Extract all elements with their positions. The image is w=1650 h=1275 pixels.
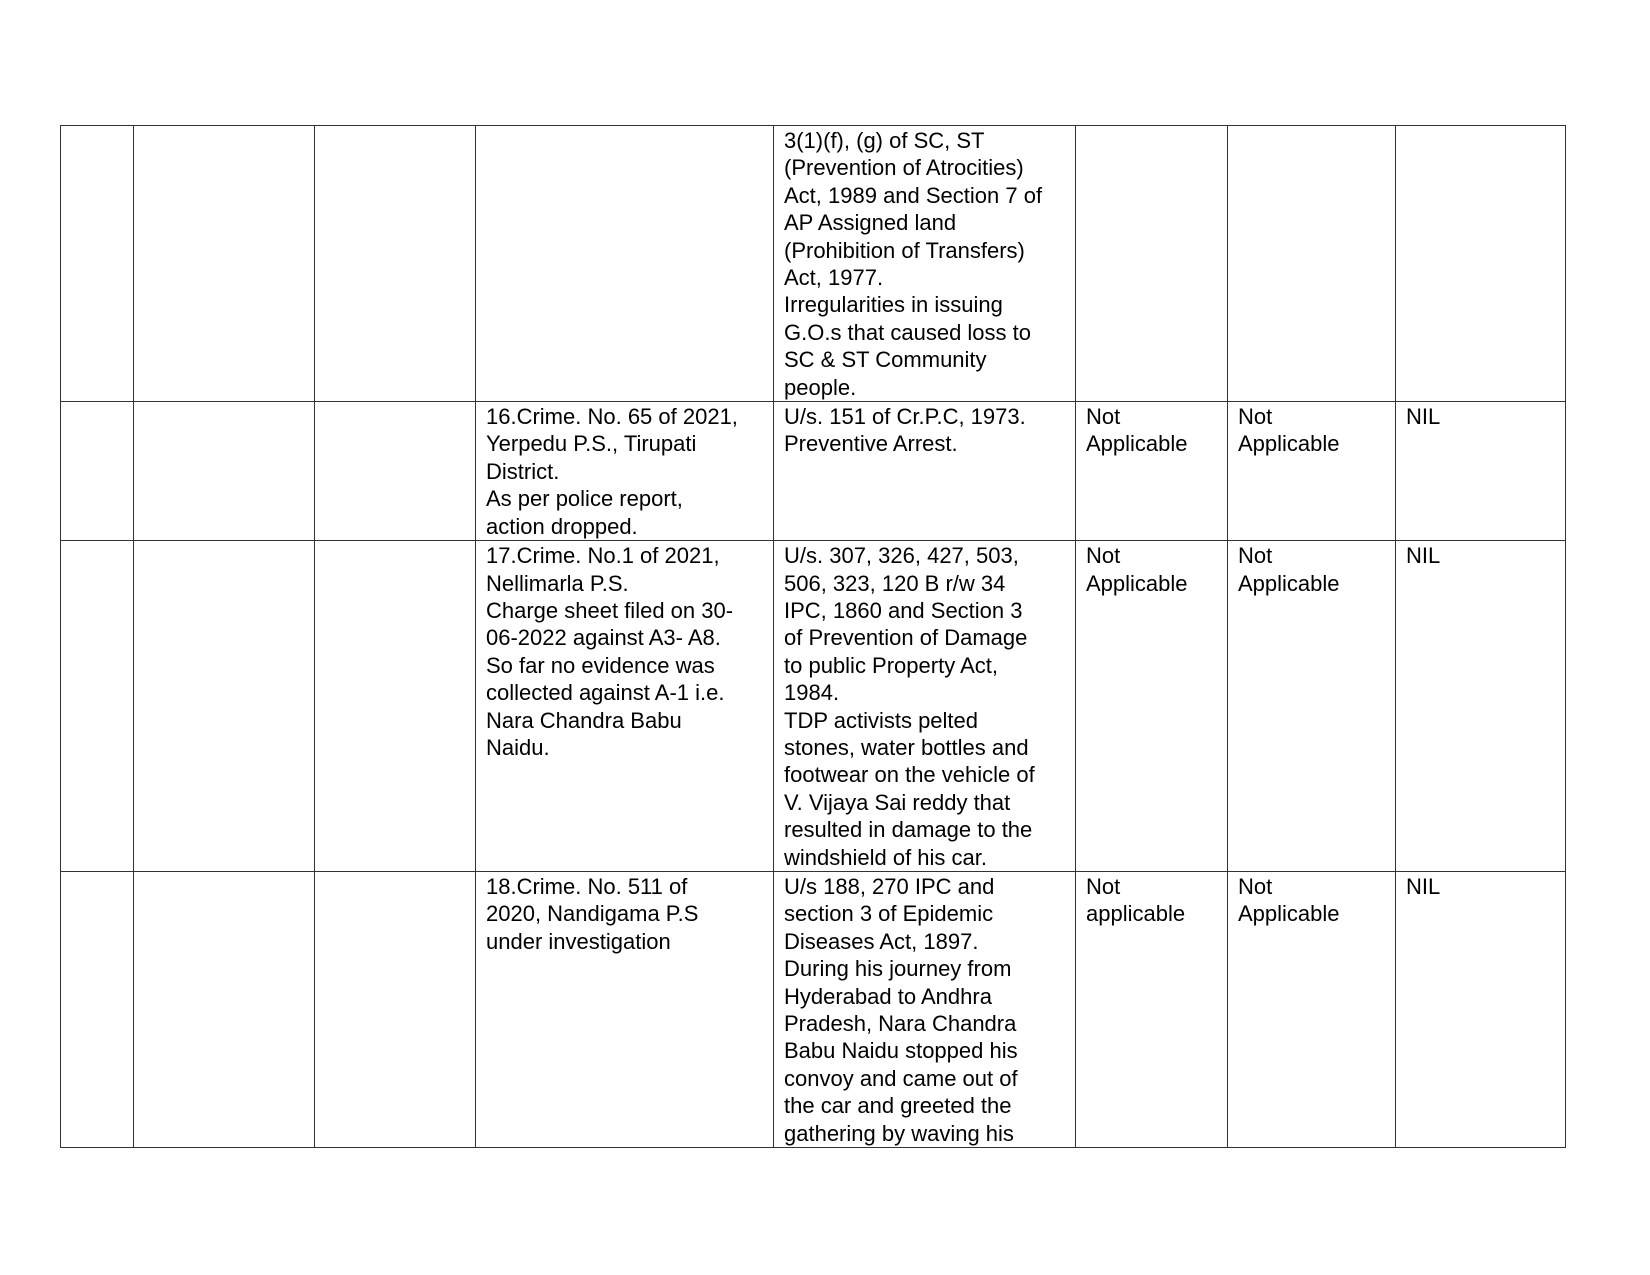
sections-description-cell: U/s. 307, 326, 427, 503, 506, 323, 120 B r/w 34 IPC, 1860 and Section 3 of Prevention of Damage to public Property Act, 1984. TDP activists pelted stones, water bottles and footwear on the vehicle of V. Vijaya Sai reddy that resulted in damage to the windshield of his car.	[774, 541, 1076, 872]
crime-number-cell: 18.Crime. No. 511 of 2020, Nandigama P.S under investigation	[476, 871, 774, 1147]
serial-number-cell	[61, 126, 134, 402]
details-cell	[315, 541, 476, 872]
status-cell-1	[1076, 126, 1228, 402]
name-cell	[134, 541, 315, 872]
name-cell	[134, 126, 315, 402]
details-cell	[315, 126, 476, 402]
status-cell-1: Not Applicable	[1076, 402, 1228, 541]
sections-description-cell: U/s 188, 270 IPC and section 3 of Epidemic Diseases Act, 1897. During his journey from Hyderabad to Andhra Pradesh, Nara Chandra Babu Naidu stopped his convoy and came out of the car and greeted the gathering by waving his	[774, 871, 1076, 1147]
status-cell-2: Not Applicable	[1228, 871, 1396, 1147]
serial-number-cell	[61, 871, 134, 1147]
table-row	[61, 126, 1566, 402]
remarks-cell: NIL	[1396, 871, 1566, 1147]
remarks-cell: NIL	[1396, 402, 1566, 541]
table-row	[61, 402, 1566, 541]
serial-number-cell	[61, 541, 134, 872]
name-cell	[134, 871, 315, 1147]
status-cell-1: Not applicable	[1076, 871, 1228, 1147]
name-cell	[134, 402, 315, 541]
crime-number-cell: 17.Crime. No.1 of 2021, Nellimarla P.S. Charge sheet filed on 30- 06-2022 against A3- A8. So far no evidence was collected against A-1 i.e. Nara Chandra Babu Naidu.	[476, 541, 774, 872]
table-row	[61, 541, 1566, 872]
remarks-cell	[1396, 126, 1566, 402]
status-cell-2: Not Applicable	[1228, 402, 1396, 541]
serial-number-cell	[61, 402, 134, 541]
sections-description-cell: 3(1)(f), (g) of SC, ST (Prevention of Atrocities) Act, 1989 and Section 7 of AP Assigned land (Prohibition of Transfers) Act, 1977. Irregularities in issuing G.O.s that caused loss to SC & ST Community people.	[774, 126, 1076, 402]
table-row	[61, 871, 1566, 1147]
crime-number-cell: 16.Crime. No. 65 of 2021, Yerpedu P.S., Tirupati District. As per police report, action dropped.	[476, 402, 774, 541]
status-cell-2	[1228, 126, 1396, 402]
status-cell-2: Not Applicable	[1228, 541, 1396, 872]
details-cell	[315, 871, 476, 1147]
crime-number-cell	[476, 126, 774, 402]
remarks-cell: NIL	[1396, 541, 1566, 872]
details-cell	[315, 402, 476, 541]
case-details-table	[60, 125, 1566, 1148]
sections-description-cell: U/s. 151 of Cr.P.C, 1973. Preventive Arrest.	[774, 402, 1076, 541]
status-cell-1: Not Applicable	[1076, 541, 1228, 872]
